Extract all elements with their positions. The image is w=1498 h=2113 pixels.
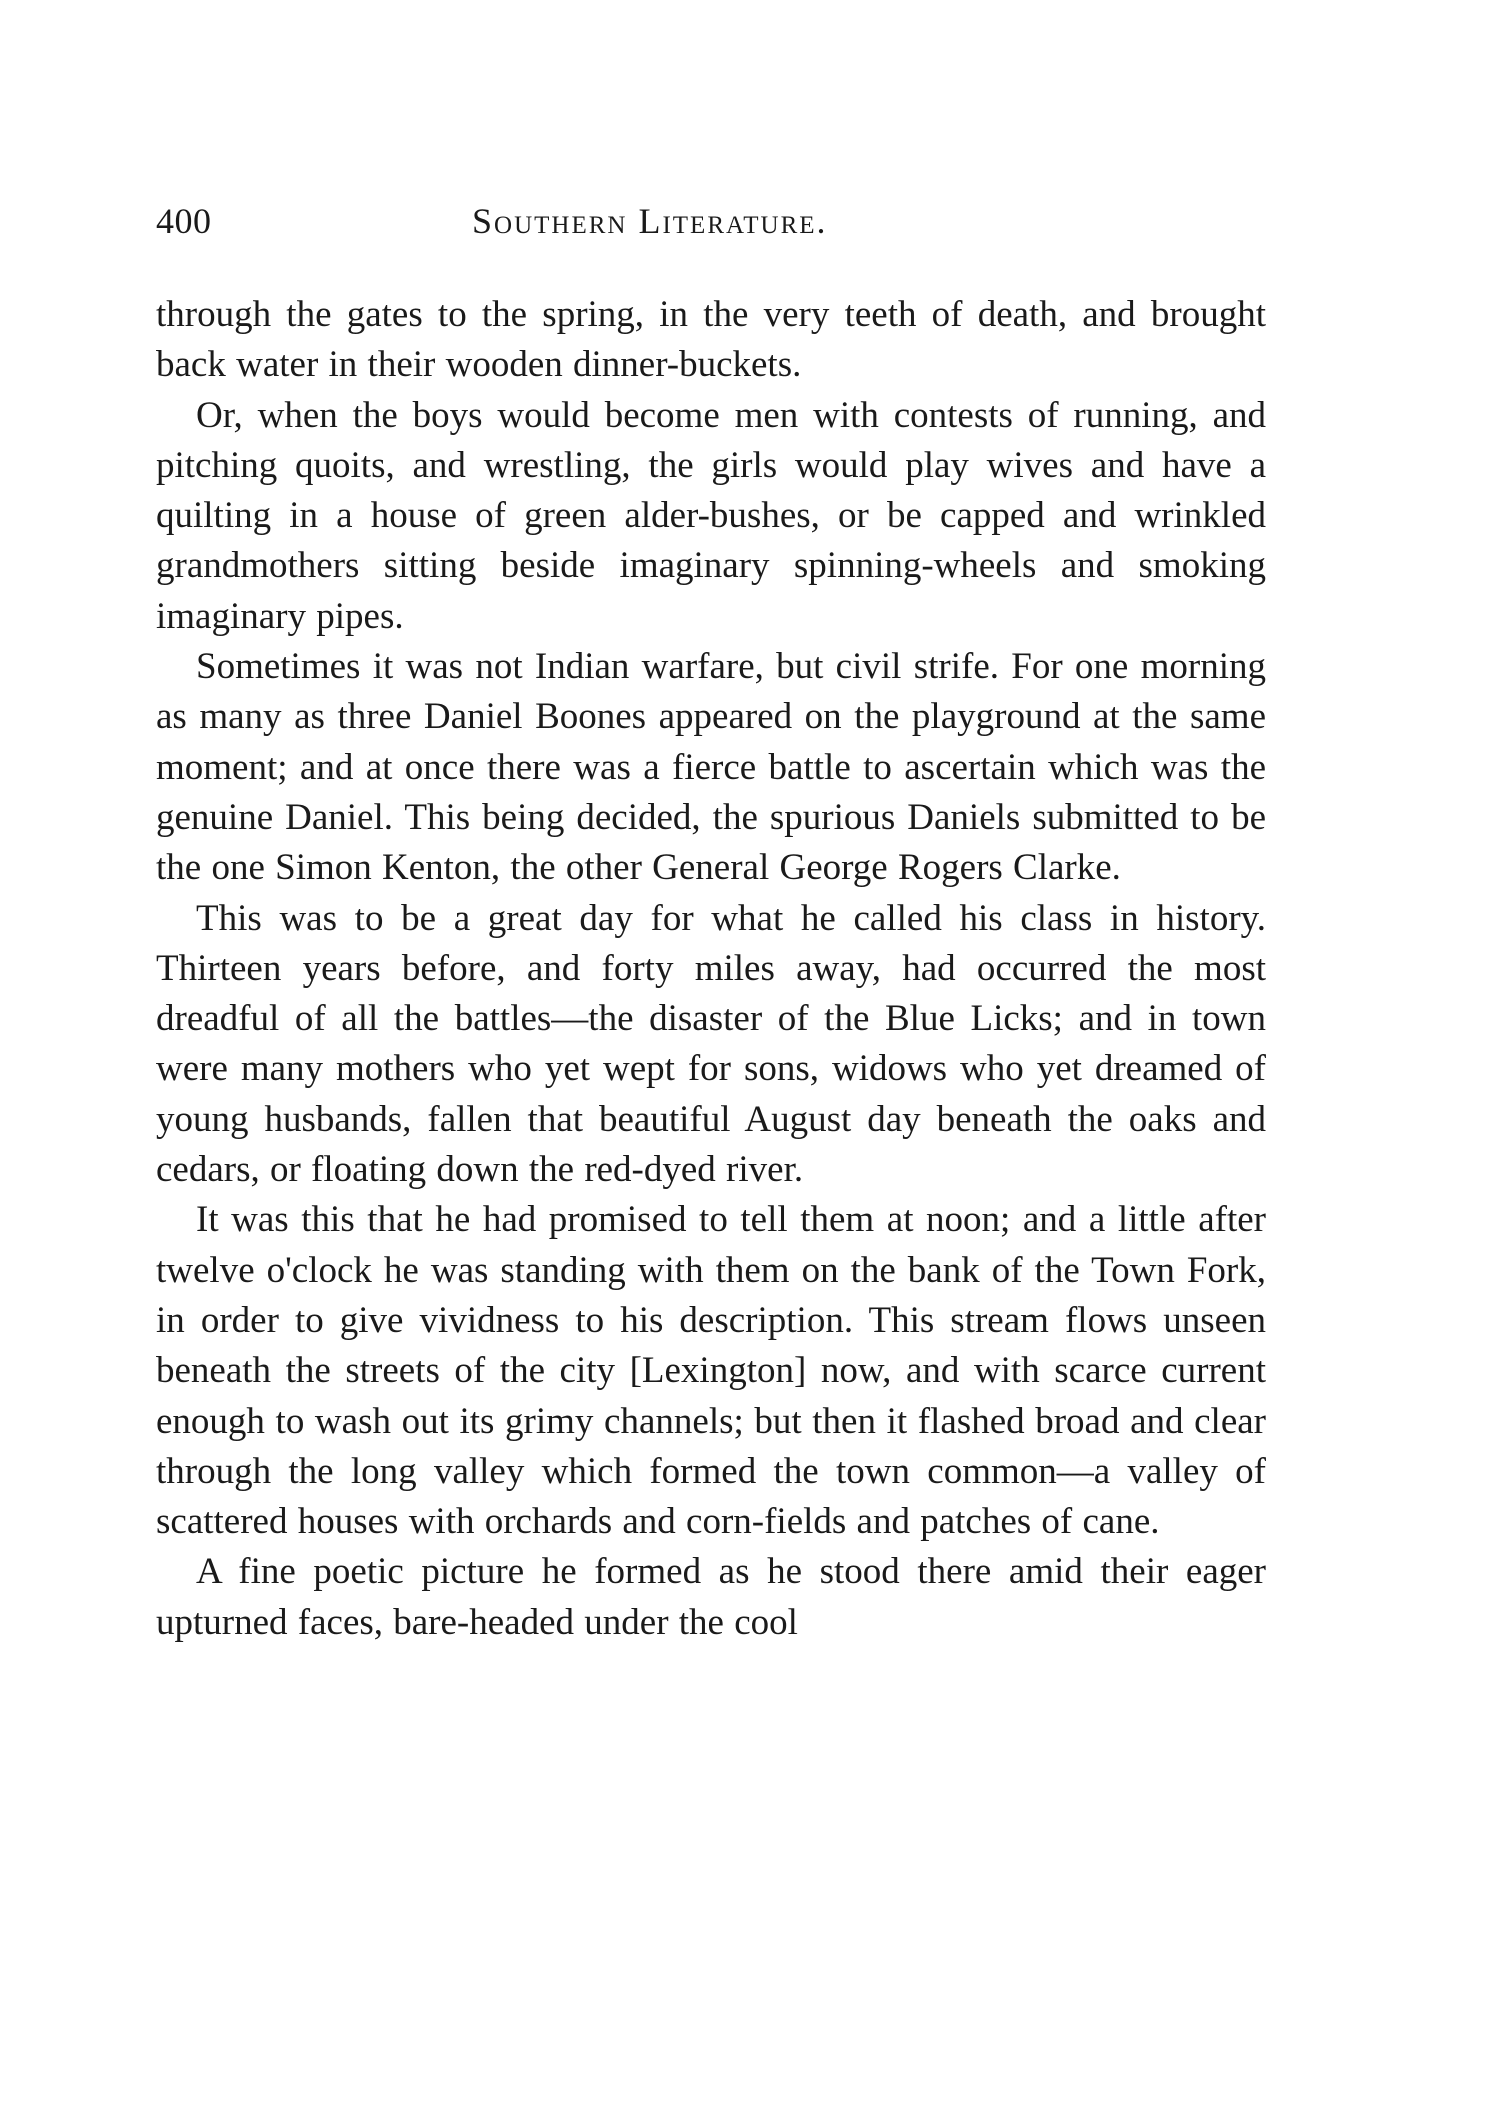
paragraph: A fine poetic picture he formed as he stood there amid their eager upturned faces, bare-headed under the cool <box>156 1551 1266 1643</box>
page-header <box>156 200 1266 260</box>
body-text <box>156 290 1266 1648</box>
paragraph-continued: through the gates to the spring, in the very teeth of death, and brought back water in their wooden dinner-buckets. <box>156 294 1266 386</box>
paragraph: Sometimes it was not Indian warfare, but civil strife. For one morning as many as three Daniel Boones appeared on the playground at the same moment; and at once there was a fierce battle to ascertain which was the genuine Daniel. This being decided, the spurious Daniels submitted to be the one Simon Kenton, the other General George Rogers Clarke. <box>156 646 1266 889</box>
paragraph: It was this that he had promised to tell them at noon; and a little after twelve o'clock he was standing with them on the bank of the Town Fork, in order to give vividness to his description. This stream flows unseen beneath the streets of the city [Lexington] now, and with scarce current enough to wash out its grimy channels; but then it flashed broad and clear through the long valley which formed the town common—a valley of scattered houses with orchards and corn-fields and patches of cane. <box>156 1199 1266 1543</box>
page-number: 400 <box>156 201 212 241</box>
paragraph: Or, when the boys would become men with contests of running, and pitching quoits, and wrestling, the girls would play wives and have a quilting in a house of green alder-bushes, or be capped and wrinkled grandmothers sitting beside imaginary spinning-wheels and smoking imaginary pipes. <box>156 394 1266 637</box>
paragraph: This was to be a great day for what he called his class in history. Thirteen years before, and forty miles away, had occurred the most dreadful of all the battles—the disaster of the Blue Licks; and in town were many mothers who yet wept for sons, widows who yet dreamed of young husbands, fallen that beautiful August day beneath the oaks and cedars, or floating down the red-dyed river. <box>156 897 1266 1191</box>
running-title: Southern Literature. <box>472 201 828 241</box>
